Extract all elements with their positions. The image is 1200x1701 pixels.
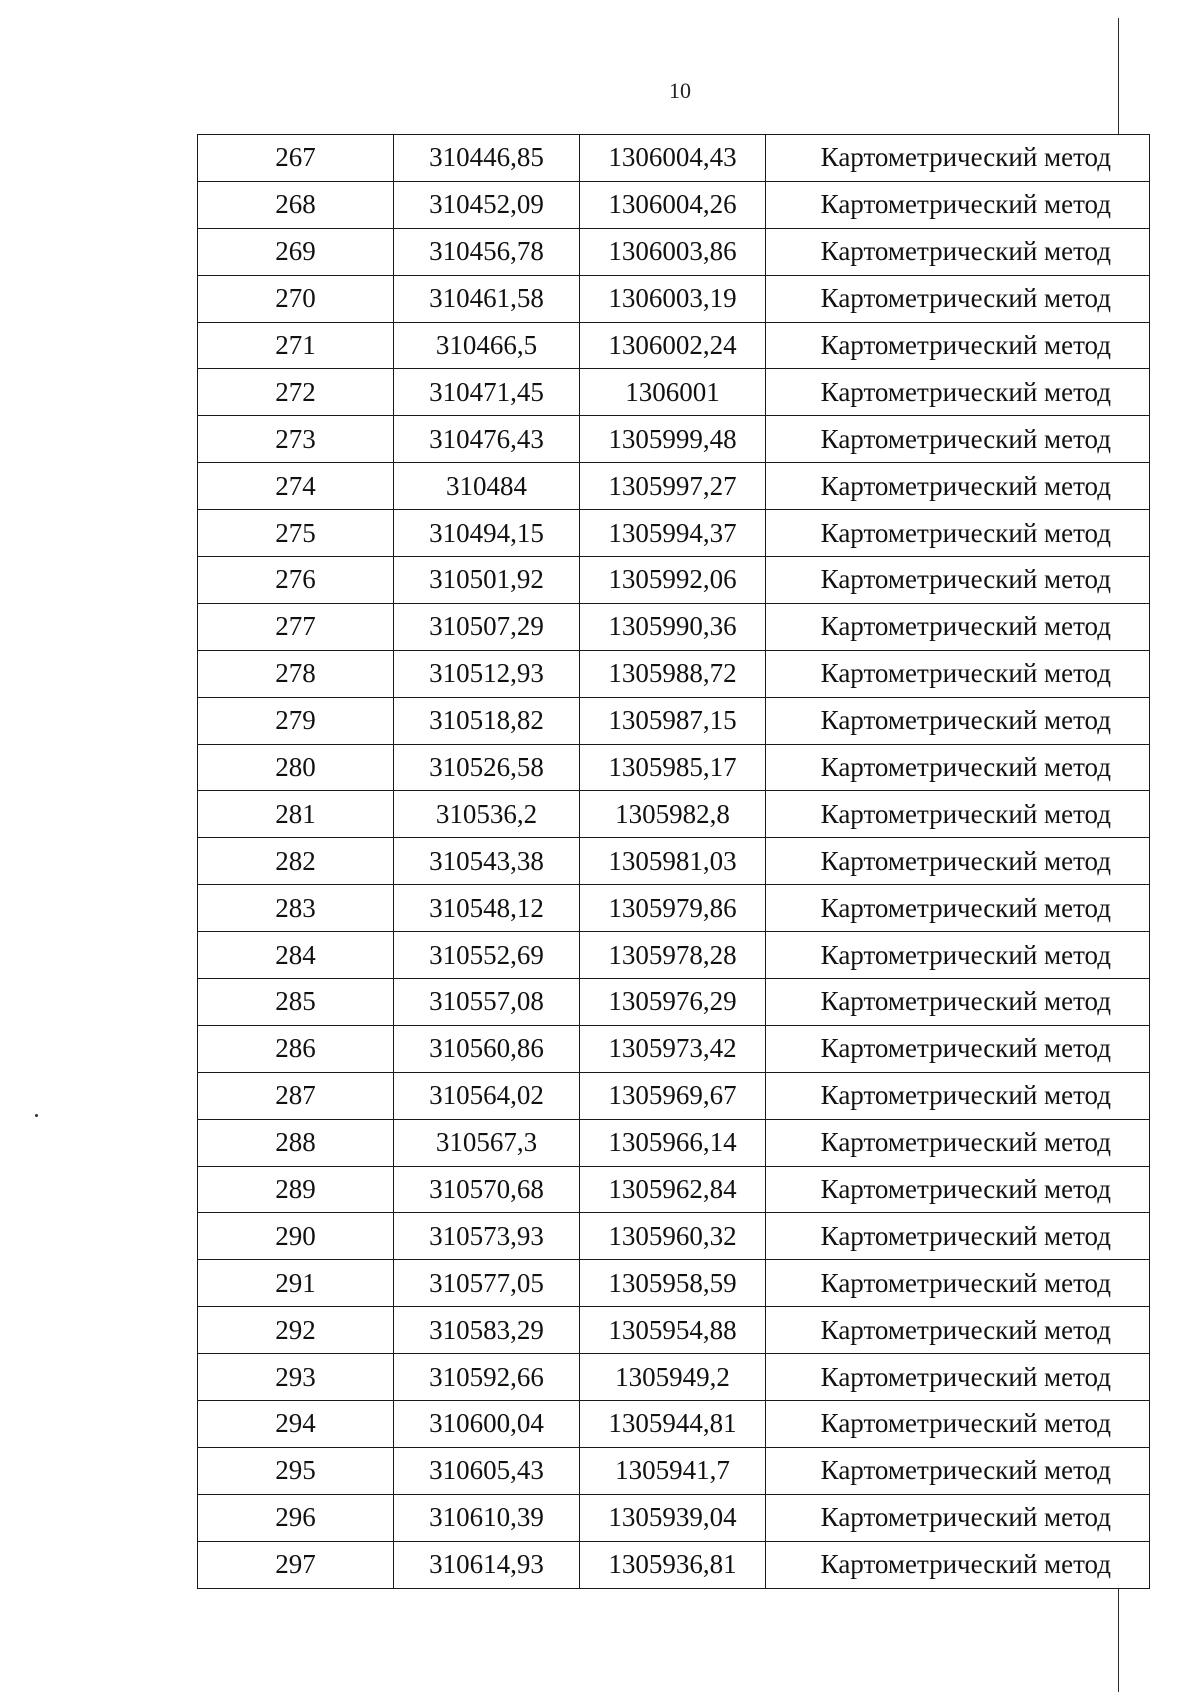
- table-row: [198, 322, 1150, 369]
- method-cell: Картометрический метод: [766, 932, 1150, 979]
- x-coordinate-cell: 310577,05: [394, 1260, 580, 1307]
- table-row: [198, 744, 1150, 791]
- x-coordinate-cell: 310507,29: [394, 603, 580, 650]
- y-coordinate-cell: 1305966,14: [580, 1119, 766, 1166]
- point-number-cell: 276: [198, 557, 394, 604]
- y-coordinate-cell: 1305985,17: [580, 744, 766, 791]
- method-cell: Картометрический метод: [766, 1401, 1150, 1448]
- table-row: [198, 838, 1150, 885]
- y-coordinate-cell: 1305987,15: [580, 697, 766, 744]
- point-number-cell: 282: [198, 838, 394, 885]
- point-number-cell: 274: [198, 463, 394, 510]
- table-row: [198, 1213, 1150, 1260]
- method-cell: Картометрический метод: [766, 557, 1150, 604]
- x-coordinate-cell: 310600,04: [394, 1401, 580, 1448]
- point-number-cell: 272: [198, 369, 394, 416]
- method-cell: Картометрический метод: [766, 1494, 1150, 1541]
- coordinates-table-body: [198, 135, 1150, 1589]
- x-coordinate-cell: 310564,02: [394, 1072, 580, 1119]
- table-row: [198, 228, 1150, 275]
- table-row: [198, 885, 1150, 932]
- y-coordinate-cell: 1305982,8: [580, 791, 766, 838]
- y-coordinate-cell: 1306002,24: [580, 322, 766, 369]
- x-coordinate-cell: 310452,09: [394, 181, 580, 228]
- x-coordinate-cell: 310501,92: [394, 557, 580, 604]
- y-coordinate-cell: 1306003,86: [580, 228, 766, 275]
- point-number-cell: 293: [198, 1354, 394, 1401]
- x-coordinate-cell: 310484: [394, 463, 580, 510]
- point-number-cell: 287: [198, 1072, 394, 1119]
- x-coordinate-cell: 310536,2: [394, 791, 580, 838]
- method-cell: Картометрический метод: [766, 510, 1150, 557]
- method-cell: Картометрический метод: [766, 744, 1150, 791]
- y-coordinate-cell: 1305981,03: [580, 838, 766, 885]
- point-number-cell: 291: [198, 1260, 394, 1307]
- method-cell: Картометрический метод: [766, 1354, 1150, 1401]
- x-coordinate-cell: 310560,86: [394, 1025, 580, 1072]
- method-cell: Картометрический метод: [766, 650, 1150, 697]
- point-number-cell: 294: [198, 1401, 394, 1448]
- x-coordinate-cell: 310573,93: [394, 1213, 580, 1260]
- point-number-cell: 273: [198, 416, 394, 463]
- point-number-cell: 269: [198, 228, 394, 275]
- x-coordinate-cell: 310548,12: [394, 885, 580, 932]
- method-cell: Картометрический метод: [766, 791, 1150, 838]
- method-cell: Картометрический метод: [766, 979, 1150, 1026]
- table-row: [198, 369, 1150, 416]
- table-row: [198, 791, 1150, 838]
- method-cell: Картометрический метод: [766, 135, 1150, 182]
- method-cell: Картометрический метод: [766, 603, 1150, 650]
- x-coordinate-cell: 310605,43: [394, 1447, 580, 1494]
- point-number-cell: 288: [198, 1119, 394, 1166]
- point-number-cell: 295: [198, 1447, 394, 1494]
- y-coordinate-cell: 1305969,67: [580, 1072, 766, 1119]
- y-coordinate-cell: 1305958,59: [580, 1260, 766, 1307]
- table-row: [198, 463, 1150, 510]
- table-row: [198, 1494, 1150, 1541]
- table-row: [198, 1260, 1150, 1307]
- point-number-cell: 268: [198, 181, 394, 228]
- point-number-cell: 292: [198, 1307, 394, 1354]
- table-row: [198, 697, 1150, 744]
- y-coordinate-cell: 1306004,43: [580, 135, 766, 182]
- method-cell: Картометрический метод: [766, 885, 1150, 932]
- table-row: [198, 557, 1150, 604]
- x-coordinate-cell: 310614,93: [394, 1541, 580, 1588]
- point-number-cell: 279: [198, 697, 394, 744]
- table-row: [198, 932, 1150, 979]
- table-row: [198, 1354, 1150, 1401]
- point-number-cell: 281: [198, 791, 394, 838]
- y-coordinate-cell: 1305944,81: [580, 1401, 766, 1448]
- method-cell: Картометрический метод: [766, 838, 1150, 885]
- scan-edge-line-bottom: [1118, 1588, 1119, 1692]
- x-coordinate-cell: 310476,43: [394, 416, 580, 463]
- x-coordinate-cell: 310567,3: [394, 1119, 580, 1166]
- table-row: [198, 275, 1150, 322]
- x-coordinate-cell: 310592,66: [394, 1354, 580, 1401]
- method-cell: Картометрический метод: [766, 1072, 1150, 1119]
- x-coordinate-cell: 310557,08: [394, 979, 580, 1026]
- method-cell: Картометрический метод: [766, 369, 1150, 416]
- method-cell: Картометрический метод: [766, 1260, 1150, 1307]
- method-cell: Картометрический метод: [766, 463, 1150, 510]
- y-coordinate-cell: 1306003,19: [580, 275, 766, 322]
- method-cell: Картометрический метод: [766, 1213, 1150, 1260]
- y-coordinate-cell: 1305941,7: [580, 1447, 766, 1494]
- table-row: [198, 650, 1150, 697]
- y-coordinate-cell: 1306001: [580, 369, 766, 416]
- point-number-cell: 296: [198, 1494, 394, 1541]
- method-cell: Картометрический метод: [766, 1025, 1150, 1072]
- y-coordinate-cell: 1305990,36: [580, 603, 766, 650]
- table-row: [198, 1401, 1150, 1448]
- x-coordinate-cell: 310543,38: [394, 838, 580, 885]
- point-number-cell: 278: [198, 650, 394, 697]
- x-coordinate-cell: 310512,93: [394, 650, 580, 697]
- table-row: [198, 135, 1150, 182]
- y-coordinate-cell: 1305949,2: [580, 1354, 766, 1401]
- scan-speck: [35, 1114, 38, 1117]
- table-row: [198, 181, 1150, 228]
- table-row: [198, 979, 1150, 1026]
- y-coordinate-cell: 1305978,28: [580, 932, 766, 979]
- x-coordinate-cell: 310526,58: [394, 744, 580, 791]
- point-number-cell: 289: [198, 1166, 394, 1213]
- point-number-cell: 275: [198, 510, 394, 557]
- y-coordinate-cell: 1305939,04: [580, 1494, 766, 1541]
- method-cell: Картометрический метод: [766, 1307, 1150, 1354]
- point-number-cell: 290: [198, 1213, 394, 1260]
- method-cell: Картометрический метод: [766, 322, 1150, 369]
- method-cell: Картометрический метод: [766, 228, 1150, 275]
- x-coordinate-cell: 310446,85: [394, 135, 580, 182]
- y-coordinate-cell: 1305960,32: [580, 1213, 766, 1260]
- page-number: 10: [669, 78, 691, 103]
- y-coordinate-cell: 1305976,29: [580, 979, 766, 1026]
- point-number-cell: 270: [198, 275, 394, 322]
- y-coordinate-cell: 1306004,26: [580, 181, 766, 228]
- x-coordinate-cell: 310552,69: [394, 932, 580, 979]
- table-row: [198, 1119, 1150, 1166]
- method-cell: Картометрический метод: [766, 181, 1150, 228]
- method-cell: Картометрический метод: [766, 1119, 1150, 1166]
- x-coordinate-cell: 310570,68: [394, 1166, 580, 1213]
- x-coordinate-cell: 310466,5: [394, 322, 580, 369]
- y-coordinate-cell: 1305936,81: [580, 1541, 766, 1588]
- y-coordinate-cell: 1305979,86: [580, 885, 766, 932]
- y-coordinate-cell: 1305954,88: [580, 1307, 766, 1354]
- point-number-cell: 297: [198, 1541, 394, 1588]
- y-coordinate-cell: 1305999,48: [580, 416, 766, 463]
- point-number-cell: 284: [198, 932, 394, 979]
- scan-edge-line-top: [1118, 18, 1119, 134]
- table-row: [198, 1307, 1150, 1354]
- point-number-cell: 283: [198, 885, 394, 932]
- method-cell: Картометрический метод: [766, 697, 1150, 744]
- method-cell: Картометрический метод: [766, 1541, 1150, 1588]
- method-cell: Картометрический метод: [766, 416, 1150, 463]
- x-coordinate-cell: 310610,39: [394, 1494, 580, 1541]
- table-row: [198, 1072, 1150, 1119]
- point-number-cell: 267: [198, 135, 394, 182]
- table-row: [198, 1541, 1150, 1588]
- y-coordinate-cell: 1305997,27: [580, 463, 766, 510]
- coordinates-table: [197, 134, 1150, 1589]
- method-cell: Картометрический метод: [766, 275, 1150, 322]
- method-cell: Картометрический метод: [766, 1447, 1150, 1494]
- y-coordinate-cell: 1305962,84: [580, 1166, 766, 1213]
- table-row: [198, 603, 1150, 650]
- point-number-cell: 277: [198, 603, 394, 650]
- point-number-cell: 280: [198, 744, 394, 791]
- table-row: [198, 1025, 1150, 1072]
- x-coordinate-cell: 310471,45: [394, 369, 580, 416]
- x-coordinate-cell: 310518,82: [394, 697, 580, 744]
- y-coordinate-cell: 1305994,37: [580, 510, 766, 557]
- x-coordinate-cell: 310456,78: [394, 228, 580, 275]
- table-row: [198, 416, 1150, 463]
- table-row: [198, 1166, 1150, 1213]
- point-number-cell: 285: [198, 979, 394, 1026]
- point-number-cell: 271: [198, 322, 394, 369]
- table-row: [198, 510, 1150, 557]
- y-coordinate-cell: 1305988,72: [580, 650, 766, 697]
- x-coordinate-cell: 310461,58: [394, 275, 580, 322]
- y-coordinate-cell: 1305992,06: [580, 557, 766, 604]
- point-number-cell: 286: [198, 1025, 394, 1072]
- x-coordinate-cell: 310494,15: [394, 510, 580, 557]
- x-coordinate-cell: 310583,29: [394, 1307, 580, 1354]
- y-coordinate-cell: 1305973,42: [580, 1025, 766, 1072]
- table-row: [198, 1447, 1150, 1494]
- method-cell: Картометрический метод: [766, 1166, 1150, 1213]
